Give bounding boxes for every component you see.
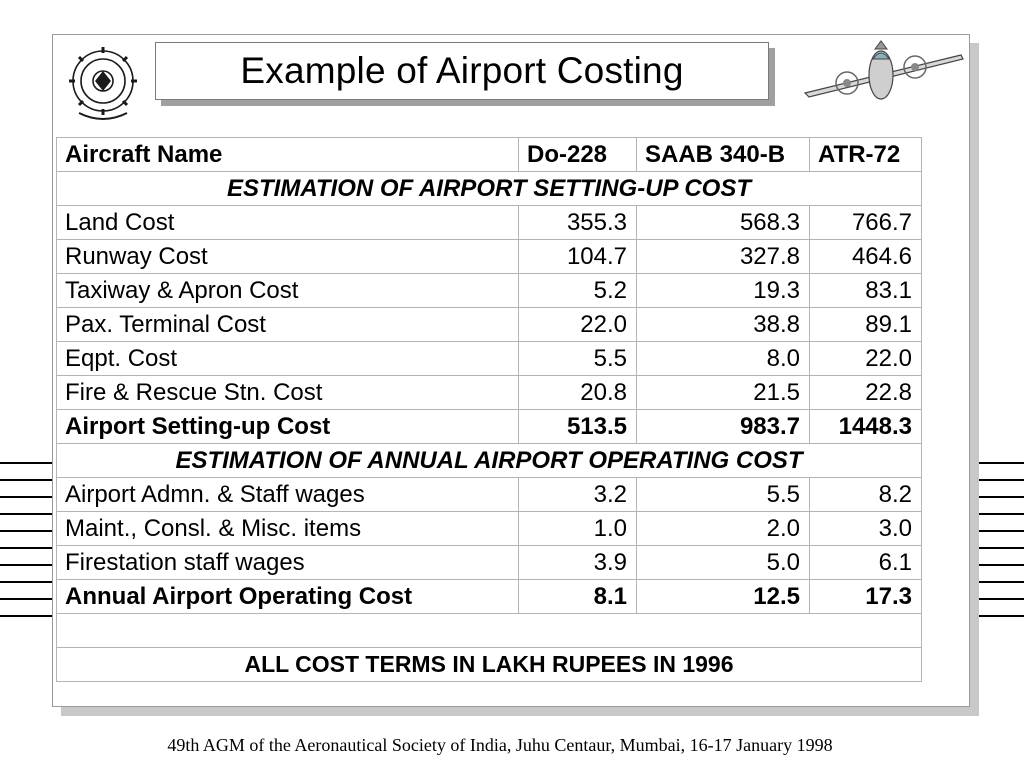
table-row: [57, 546, 922, 580]
row-label: Fire & Rescue Stn. Cost: [57, 376, 519, 410]
value-cell: 513.5: [519, 410, 637, 444]
header-cell: Do-228: [519, 138, 637, 172]
value-cell: 12.5: [637, 580, 810, 614]
value-cell: 104.7: [519, 240, 637, 274]
row-label: Taxiway & Apron Cost: [57, 274, 519, 308]
table-row: [57, 478, 922, 512]
value-cell: 568.3: [637, 206, 810, 240]
value-cell: 5.0: [637, 546, 810, 580]
header-cell: ATR-72: [810, 138, 922, 172]
table-row: [57, 308, 922, 342]
value-cell: 8.0: [637, 342, 810, 376]
value-cell: 19.3: [637, 274, 810, 308]
value-cell: 5.2: [519, 274, 637, 308]
value-cell: 2.0: [637, 512, 810, 546]
table-row: [57, 376, 922, 410]
footer-row: [57, 648, 922, 682]
value-cell: 464.6: [810, 240, 922, 274]
row-label: Pax. Terminal Cost: [57, 308, 519, 342]
airport-cost-table: [56, 137, 922, 682]
header-cell: Aircraft Name: [57, 138, 519, 172]
table-row: [57, 274, 922, 308]
value-cell: 22.8: [810, 376, 922, 410]
section-heading-row: [57, 444, 922, 478]
value-cell: 327.8: [637, 240, 810, 274]
value-cell: 3.0: [810, 512, 922, 546]
airplane-icon: [801, 39, 967, 103]
row-label: Firestation staff wages: [57, 546, 519, 580]
value-cell: 983.7: [637, 410, 810, 444]
table-row: [57, 342, 922, 376]
value-cell: 3.2: [519, 478, 637, 512]
value-cell: 38.8: [637, 308, 810, 342]
footer-note: ALL COST TERMS IN LAKH RUPEES IN 1996: [57, 648, 922, 682]
row-label: Annual Airport Operating Cost: [57, 580, 519, 614]
value-cell: 8.2: [810, 478, 922, 512]
value-cell: 5.5: [637, 478, 810, 512]
value-cell: 766.7: [810, 206, 922, 240]
value-cell: 22.0: [519, 308, 637, 342]
value-cell: 6.1: [810, 546, 922, 580]
value-cell: 20.8: [519, 376, 637, 410]
value-cell: 22.0: [810, 342, 922, 376]
value-cell: 21.5: [637, 376, 810, 410]
value-cell: 89.1: [810, 308, 922, 342]
value-cell: 5.5: [519, 342, 637, 376]
value-cell: 3.9: [519, 546, 637, 580]
left-stripes: [0, 462, 54, 634]
value-cell: 17.3: [810, 580, 922, 614]
table-header-row: [57, 138, 922, 172]
row-label: Airport Admn. & Staff wages: [57, 478, 519, 512]
value-cell: 1448.3: [810, 410, 922, 444]
total-row: [57, 580, 922, 614]
table-row: [57, 206, 922, 240]
row-label: Runway Cost: [57, 240, 519, 274]
footer-caption: 49th AGM of the Aeronautical Society of India, Juhu Centaur, Mumbai, 16-17 January 1998: [167, 735, 833, 755]
table-row: [57, 512, 922, 546]
institute-logo-icon: [65, 41, 141, 125]
section-heading-row: [57, 172, 922, 206]
section-heading: ESTIMATION OF ANNUAL AIRPORT OPERATING COST: [57, 444, 922, 478]
total-row: [57, 410, 922, 444]
page-title: Example of Airport Costing: [155, 42, 769, 100]
table-row: [57, 240, 922, 274]
section-heading: ESTIMATION OF AIRPORT SETTING-UP COST: [57, 172, 922, 206]
row-label: Land Cost: [57, 206, 519, 240]
blank-cell: [57, 614, 922, 648]
header-cell: SAAB 340-B: [637, 138, 810, 172]
row-label: Eqpt. Cost: [57, 342, 519, 376]
value-cell: 83.1: [810, 274, 922, 308]
value-cell: 355.3: [519, 206, 637, 240]
row-label: Airport Setting-up Cost: [57, 410, 519, 444]
value-cell: 1.0: [519, 512, 637, 546]
value-cell: 8.1: [519, 580, 637, 614]
blank-row: [57, 614, 922, 648]
row-label: Maint., Consl. & Misc. items: [57, 512, 519, 546]
slide-panel: [52, 34, 970, 707]
